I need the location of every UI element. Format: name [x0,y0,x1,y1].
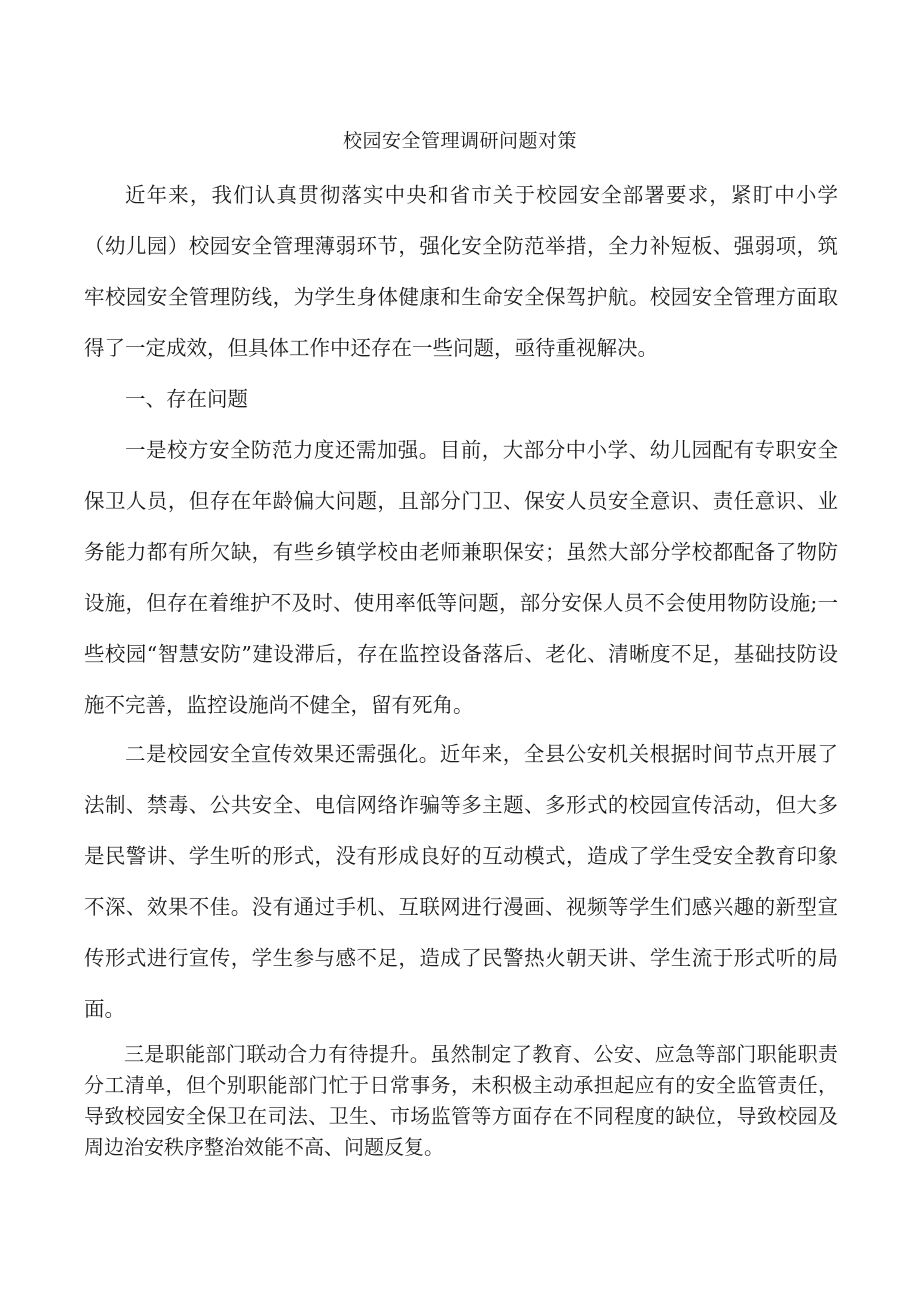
section-heading: 一、存在问题 [125,387,248,411]
document-title: 校园安全管理调研问题对策 [342,130,577,152]
problem-paragraph-1: 一是校方安全防范力度还需加强。目前，大部分中小学、幼儿园配有专职安全保卫人员，但存在年龄偏大问题，且部分门卫、保安人员安全意识、责任意识、业务能力都有所欠缺，有些乡镇学校由老师兼职保安；虽然大部分学校都配备了物防设施，但存在着维护不及时、使用率低等问题，部分安保人员不会使用物防设施;一些校园“智慧安防”建设滞后，存在监控设备落后、老化、清晰度不足，基础技防设施不完善，监控设施尚不健全，留有死角。 [84,438,838,717]
intro-paragraph: 近年来，我们认真贯彻落实中央和省市关于校园安全部署要求，紧盯中小学（幼儿园）校园安全管理薄弱环节，强化安全防范举措，全力补短板、强弱项，筑牢校园安全管理防线，为学生身体健康和生命安全保驾护航。校园安全管理方面取得了一定成效，但具体工作中还存在一些问题，亟待重视解决。 [84,183,838,360]
problem-paragraph-3: 三是职能部门联动合力有待提升。虽然制定了教育、公安、应急等部门职能职责分工清单，但个别职能部门忙于日常事务，未积极主动承担起应有的安全监管责任，导致校园安全保卫在司法、卫生、市场监管等方面存在不同程度的缺位，导致校园及周边治安秩序整治效能不高、问题反复。 [84,1042,838,1159]
problem-paragraph-2: 二是校园安全宣传效果还需强化。近年来，全县公安机关根据时间节点开展了法制、禁毒、公共安全、电信网络诈骗等多主题、多形式的校园宣传活动，但大多是民警讲、学生听的形式，没有形成良好的互动模式，造成了学生受安全教育印象不深、效果不佳。没有通过手机、互联网进行漫画、视频等学生们感兴趣的新型宣传形式进行宣传，学生参与感不足，造成了民警热火朝天讲、学生流于形式听的局面。 [84,742,838,1021]
